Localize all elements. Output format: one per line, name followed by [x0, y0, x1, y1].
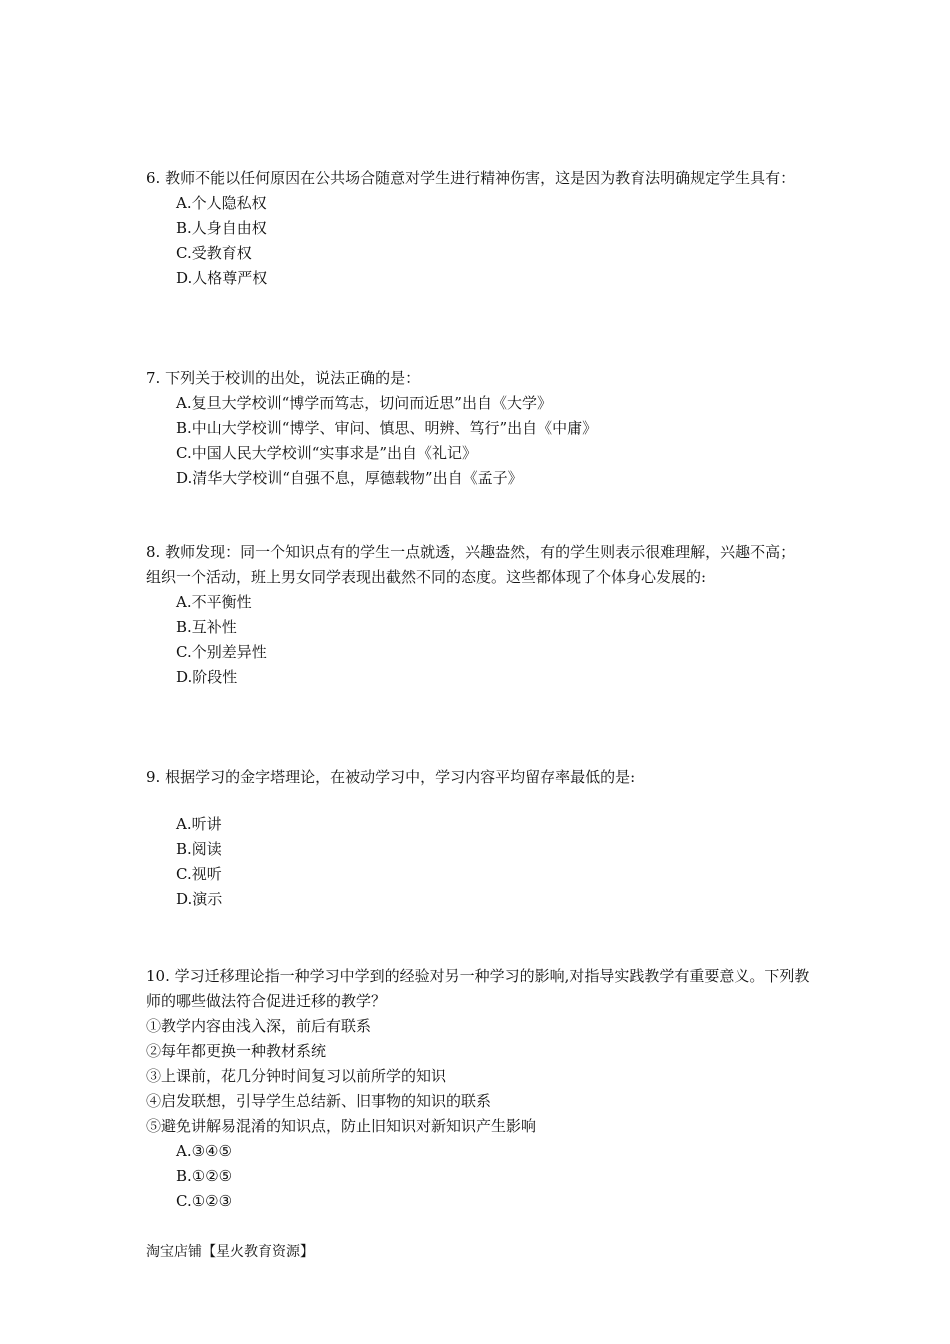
option-d: D.阶段性: [176, 668, 238, 686]
question-9: [146, 765, 810, 912]
question-stem: 7. 下列关于校训的出处，说法正确的是：: [146, 369, 421, 387]
footer-shop-name: 淘宝店铺【星火教育资源】: [146, 1244, 314, 1260]
option-b: B.互补性: [176, 618, 237, 636]
option-c: C.①②③: [176, 1192, 233, 1210]
option-a: A.复旦大学校训“博学而笃志，切问而近思”出自《大学》: [176, 394, 552, 412]
question-stem: 10. 学习迁移理论指一种学习中学到的经验对另一种学习的影响,对指导实践教学有重要意义。下列教师的哪些做法符合促进迁移的教学？: [146, 967, 810, 1010]
option-a: A.不平衡性: [176, 593, 252, 611]
spacer: [146, 790, 810, 812]
question-7: [146, 366, 810, 491]
question-stem: 8. 教师发现：同一个知识点有的学生一点就透，兴趣盎然，有的学生则表示很难理解，兴趣不高；组织一个活动，班上男女同学表现出截然不同的态度。这些都体现了个体身心发展的:: [146, 543, 796, 586]
option-b: B.人身自由权: [176, 219, 267, 237]
option-d: D.演示: [176, 890, 223, 908]
question-6: [146, 166, 810, 291]
option-a: A.③④⑤: [176, 1142, 232, 1160]
option-a: A.个人隐私权: [176, 194, 267, 212]
option-b: B.①②⑤: [176, 1167, 233, 1185]
statement-4: ④启发联想，引导学生总结新、旧事物的知识的联系: [146, 1092, 492, 1110]
question-10: [146, 964, 810, 1214]
question-stem: 6. 教师不能以任何原因在公共场合随意对学生进行精神伤害，这是因为教育法明确规定学生具有：: [146, 169, 796, 187]
option-c: C.受教育权: [176, 244, 252, 262]
statement-3: ③上课前，花几分钟时间复习以前所学的知识: [146, 1067, 447, 1085]
option-a: A.听讲: [176, 815, 222, 833]
question-stem: 9. 根据学习的金字塔理论，在被动学习中，学习内容平均留存率最低的是:: [146, 768, 636, 786]
option-d: D.人格尊严权: [176, 269, 268, 287]
question-8: [146, 540, 810, 690]
option-b: B.阅读: [176, 840, 222, 858]
option-c: C.视听: [176, 865, 222, 883]
statement-2: ②每年都更换一种教材系统: [146, 1042, 327, 1060]
option-d: D.清华大学校训“自强不息，厚德载物”出自《孟子》: [176, 469, 523, 487]
option-c: C.中国人民大学校训“实事求是”出自《礼记》: [176, 444, 478, 462]
statement-1: ①教学内容由浅入深，前后有联系: [146, 1017, 372, 1035]
option-c: C.个别差异性: [176, 643, 267, 661]
statement-5: ⑤避免讲解易混淆的知识点，防止旧知识对新知识产生影响: [146, 1117, 537, 1135]
option-b: B.中山大学校训“博学、审问、慎思、明辨、笃行”出自《中庸》: [176, 419, 598, 437]
